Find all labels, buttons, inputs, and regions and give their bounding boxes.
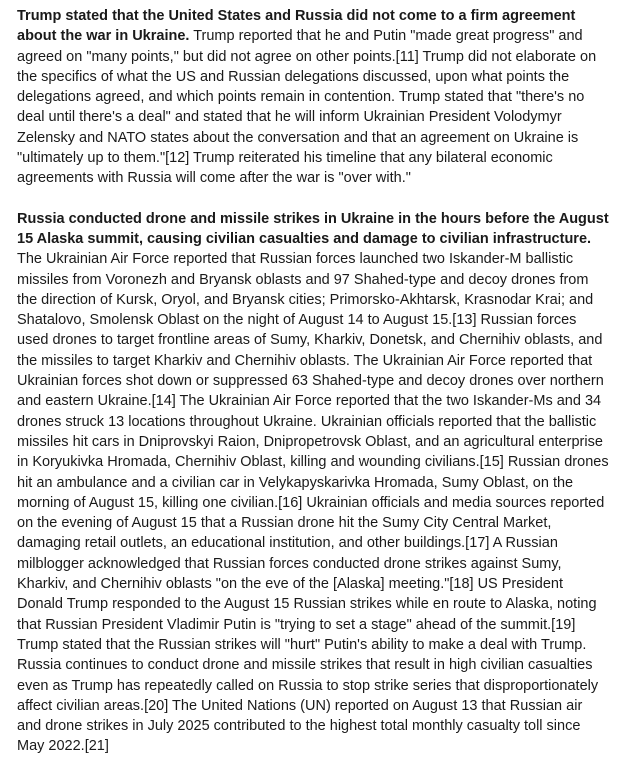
paragraph-lead: Russia conducted drone and missile strikes in Ukraine in the hours before the August 15 Alaska summit, causing civilian casualties and damage to civilian infrastructure.: [17, 210, 609, 247]
paragraph-trump-no-agreement: [17, 6, 610, 189]
paragraph-lead: Trump stated that the United States and Russia did not come to a firm agreement about the war in Ukraine.: [17, 8, 576, 45]
paragraph-russian-strikes: [17, 209, 610, 757]
paragraph-text: Trump reported that he and Putin "made great progress" and agreed on "many points," but did not agree on other points.[11] Trump did not elaborate on the specifics of what the US and Russian delegations discussed, upon what points the delegations agreed, and which points remain in contention. Trump stated that "there's no deal until there's a deal" and stated that he will inform Ukrainian President Volodymyr Zelensky and NATO states about the conversation and that an agreement on Ukraine is "ultimately up to them."[12] Trump reiterated his timeline that any bilateral economic agreements with Russia will come after the war is "over with.": [17, 28, 597, 187]
paragraph-text: The Ukrainian Air Force reported that Russian forces launched two Iskander-M ballistic missiles from Voronezh and Bryansk oblasts and 97 Shahed-type and decoy drones from the direction of Kursk, Oryol, and Bryansk cities; Primorsko-Akhtarsk, Krasnodar Krai; and Shatalovo, Smolensk Oblast on the night of August 14 to August 15.[13] Russian forces used drones to target frontline areas of Sumy, Kharkiv, Donetsk, and Chernihiv oblasts, and the missiles to target Kharkiv and Chernihiv oblasts. The Ukrainian Air Force reported that Ukrainian forces shot down or suppressed 63 Shahed-type and decoy drones over northern and eastern Ukraine.[14] The Ukrainian Air Force reported that the two Iskander-Ms and 34 drones struck 13 locations throughout Ukraine. Ukrainian officials reported that the ballistic missiles hit cars in Dniprovskyi Raion, Dnipropetrovsk Oblast, and an agricultural enterprise in Koryukivka Hromada, Chernihiv Oblast, killing and wounding civilians.[15] Russian drones hit an ambulance and a civilian car in Velykapyskarivka Hromada, Sumy Oblast, on the morning of August 15, killing one civilian.[16] Ukrainian officials and media sources reported on the evening of August 15 that a Russian drone hit the Sumy City Central Market, damaging retail outlets, an educational institution, and other buildings.[17] A Russian milblogger acknowledged that Russian forces conducted drone strikes against Sumy, Kharkiv, and Chernihiv oblasts "on the eve of the [Alaska] meeting."[18] US President Donald Trump responded to the August 15 Russian strikes while en route to Alaska, noting that Russian President Vladimir Putin is "trying to set a stage" ahead of the summit.[19] Trump stated that the Russian strikes will "hurt" Putin's ability to make a deal with Trump. Russia continues to conduct drone and missile strikes that result in high civilian casualties even as Trump has repeatedly called on Russia to stop strike series that disproportionately affect civilian areas.[20] The United Nations (UN) reported on August 13 that Russian air and drone strikes in July 2025 contributed to the highest total monthly casualty toll since May 2022.[21]: [17, 251, 609, 755]
